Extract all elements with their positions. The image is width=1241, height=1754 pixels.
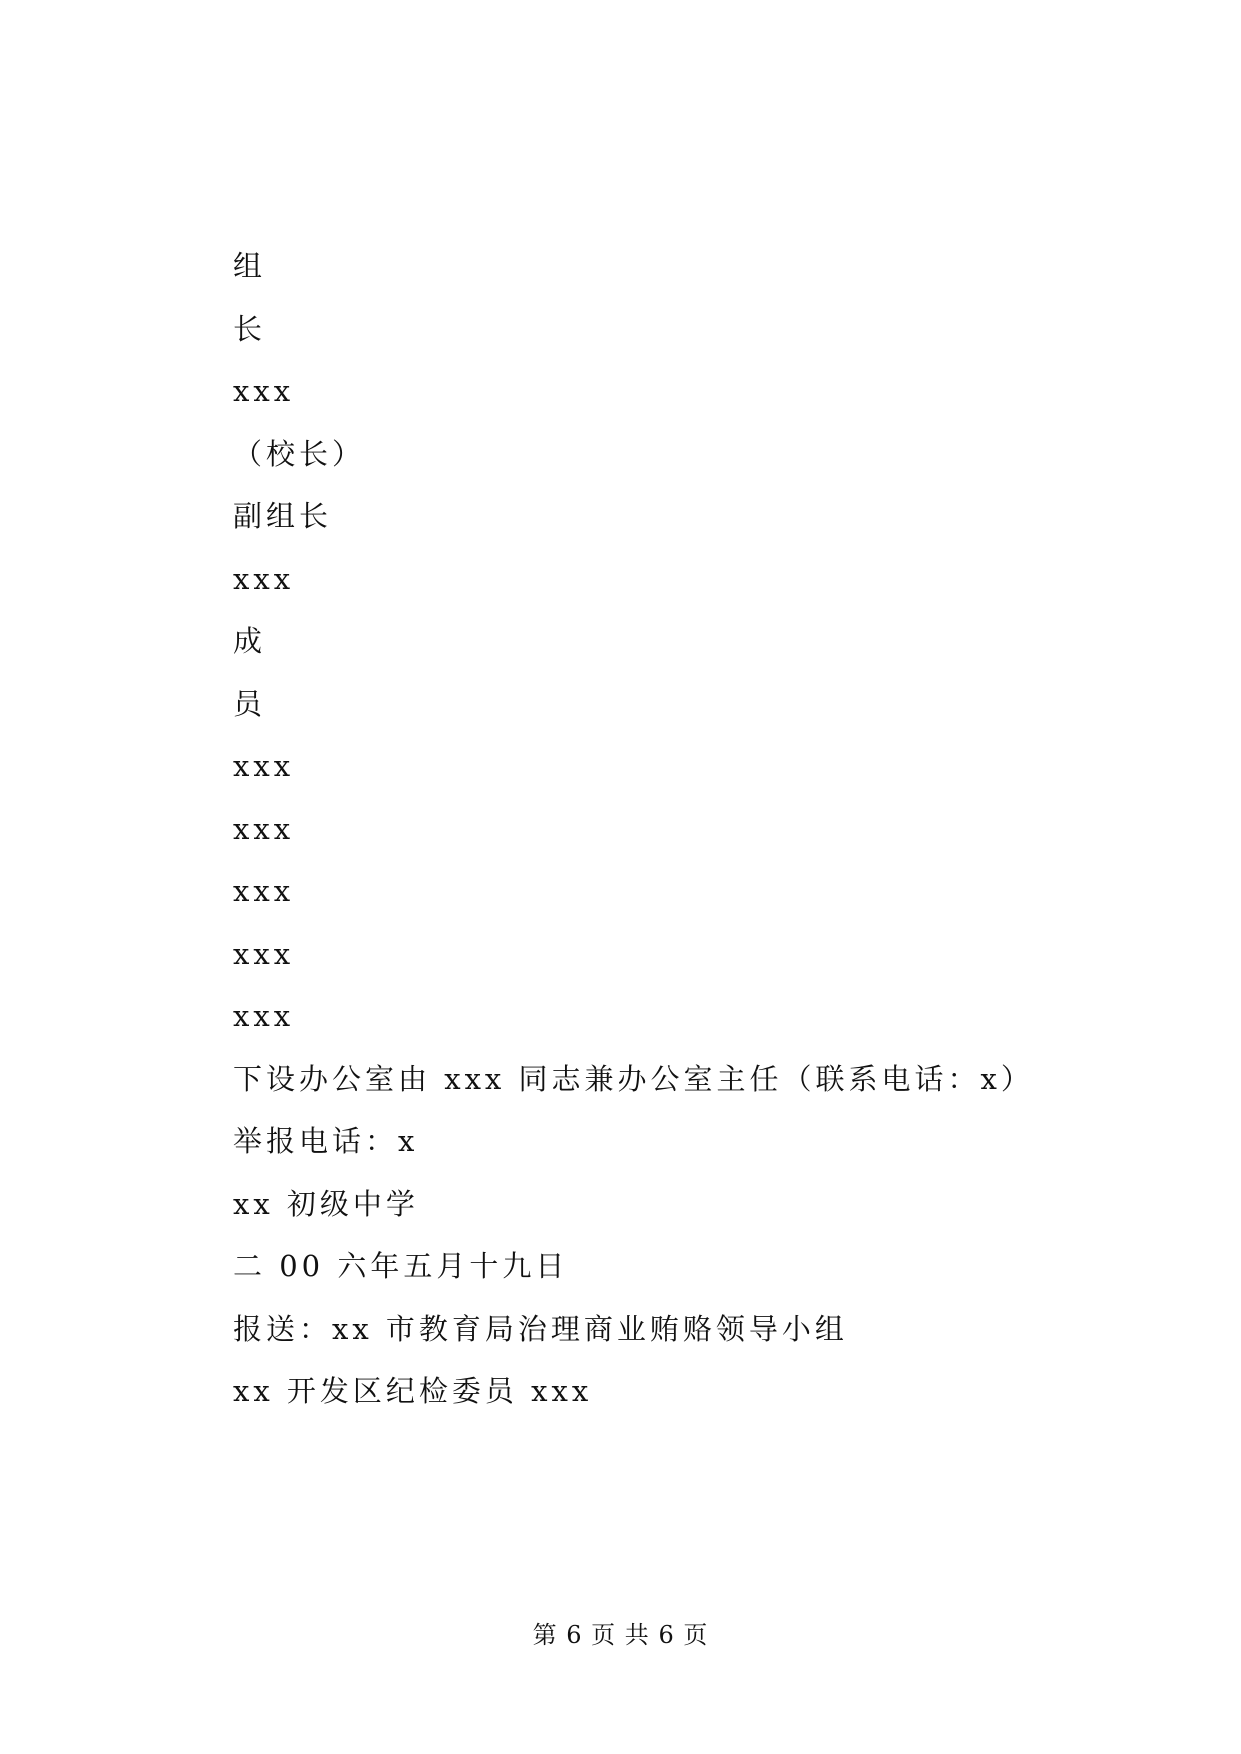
text-line: xxx bbox=[233, 874, 295, 908]
text-line: 成 bbox=[233, 624, 267, 658]
text-line: xxx bbox=[233, 561, 295, 596]
text-line: xxx bbox=[233, 374, 295, 408]
page-number: 第 6 页 共 6 页 bbox=[532, 1621, 709, 1649]
text-line: 员 bbox=[233, 686, 267, 721]
text-line: xxx bbox=[233, 999, 295, 1033]
text-line: 下设办公室由 xxx 同志兼办公室主任（联系电话：x） bbox=[233, 1061, 1034, 1096]
text-line: xx 初级中学 bbox=[233, 1186, 419, 1221]
text-line: xxx bbox=[233, 936, 295, 971]
text-line: 副组长 bbox=[233, 499, 333, 533]
text-line: 组 bbox=[233, 249, 267, 283]
text-line: 长 bbox=[233, 311, 267, 346]
text-line: xx 开发区纪检委员 xxx bbox=[233, 1374, 593, 1408]
text-line: xxx bbox=[233, 749, 295, 783]
document-body bbox=[233, 235, 1133, 1423]
text-line: 举报电话：x bbox=[233, 1124, 419, 1158]
text-line: xxx bbox=[233, 811, 295, 846]
text-line: （校长） bbox=[233, 436, 366, 471]
text-line: 报送：xx 市教育局治理商业贿赂领导小组 bbox=[233, 1311, 848, 1346]
page-footer bbox=[0, 1615, 1241, 1650]
text-line: 二 00 六年五月十九日 bbox=[233, 1249, 569, 1283]
